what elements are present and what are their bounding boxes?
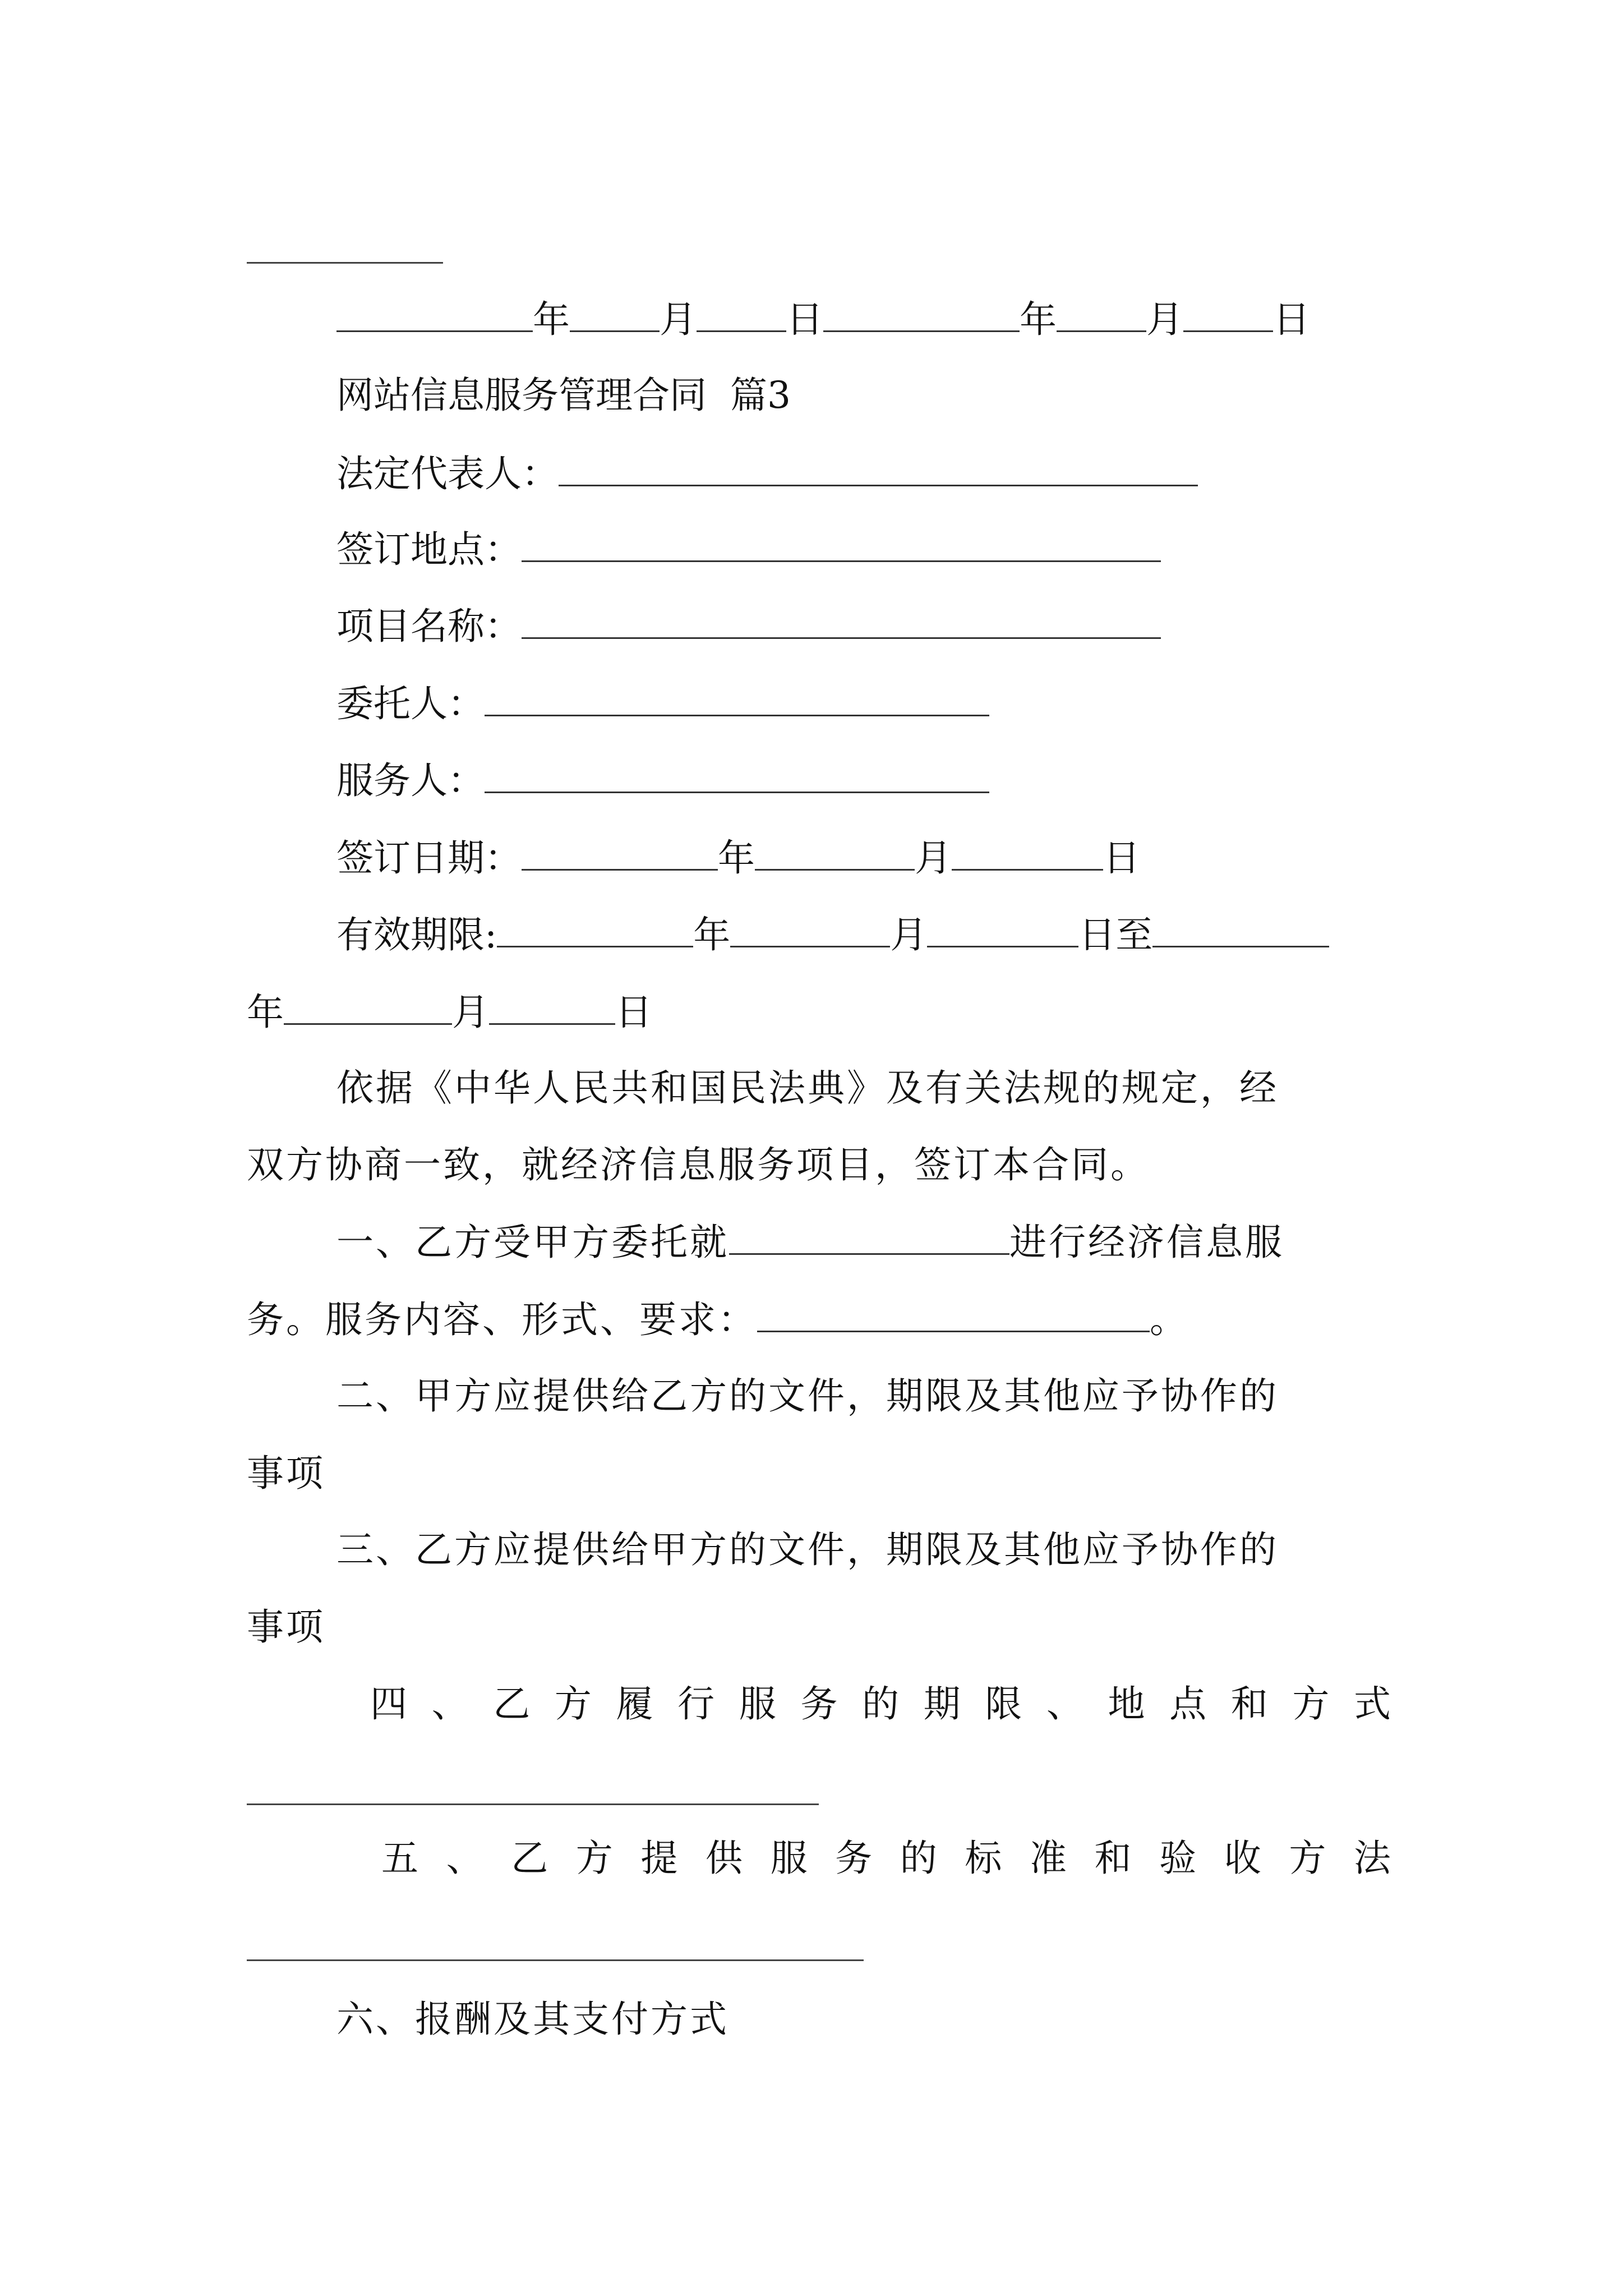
field-client: [336, 679, 989, 729]
blank-line: [559, 450, 1198, 486]
clause-char: 提: [640, 1837, 678, 1880]
clause-text: 务。服务内容、形式、要求：: [247, 1298, 757, 1341]
date-year-label: 年: [533, 298, 570, 341]
blank-line: [952, 834, 1103, 871]
clause-char: 乙: [493, 1682, 531, 1726]
clause-char: 服: [770, 1837, 808, 1880]
blank-line: [522, 602, 1161, 639]
date-month-label: 月: [890, 913, 928, 956]
field-label: 签订地点：: [336, 528, 522, 571]
blank-line: [284, 988, 452, 1025]
clause-char: 四: [370, 1682, 407, 1726]
clause-char: 供: [705, 1837, 743, 1880]
clause-char: 期: [923, 1682, 961, 1726]
top-blank-line: [247, 262, 443, 264]
date-month-label: 月: [1146, 298, 1183, 341]
clause-char: 五: [381, 1837, 418, 1880]
date-day-label: 日: [615, 991, 652, 1034]
clause-2-line2: 事项: [247, 1452, 325, 1495]
clause-char: 式: [1354, 1682, 1391, 1726]
clause-char: 务: [835, 1837, 873, 1880]
clause-char: 乙: [511, 1837, 548, 1880]
clause-char: 验: [1159, 1837, 1197, 1880]
blank-line: [522, 526, 1161, 562]
clause-2-line1: 二、甲方应提供给乙方的文件，期限及其他应予协作的: [336, 1374, 1279, 1418]
date-month-label: 月: [660, 298, 697, 341]
clause-char: 和: [1230, 1682, 1268, 1726]
paragraph-basis-line2: 双方协商一致，就经济信息服务项目，签订本合同。: [247, 1143, 1150, 1186]
field-label: 委托人：: [336, 682, 485, 725]
date-day-label: 日: [786, 298, 823, 341]
clause-char: 限: [985, 1682, 1022, 1726]
date-day-label: 日: [1273, 298, 1310, 341]
blank-line: [927, 911, 1078, 947]
clause-char: 履: [616, 1682, 653, 1726]
blank-line: [485, 680, 989, 716]
clause-char: 法: [1353, 1837, 1391, 1880]
date-year-label: 年: [1020, 298, 1057, 341]
blank-line: [755, 834, 915, 871]
clause-5-blank-line: [247, 1959, 864, 1961]
date-year-label: 年: [693, 913, 731, 956]
blank-line: [497, 911, 693, 947]
field-label: 有效期限:: [336, 913, 497, 956]
blank-line: [730, 911, 890, 947]
date-day-to-label: 日至: [1078, 913, 1153, 956]
clause-1-line1: [336, 1217, 1284, 1268]
clause-char: 准: [1029, 1837, 1067, 1880]
blank-line: [1183, 296, 1273, 332]
clause-1-line2: [247, 1295, 1189, 1345]
blank-line: [1057, 296, 1146, 332]
date-day-label: 日: [1103, 836, 1140, 880]
clause-3-line2: 事项: [247, 1605, 325, 1649]
clause-char: 行: [677, 1682, 715, 1726]
clause-char: 务: [800, 1682, 838, 1726]
blank-line: [522, 834, 718, 871]
field-project-name: [336, 601, 1161, 652]
clause-char: 地: [1108, 1682, 1145, 1726]
clause-char: 点: [1169, 1682, 1207, 1726]
clause-char: 的: [900, 1837, 937, 1880]
blank-line: [570, 296, 660, 332]
clause-4: [370, 1679, 1391, 1729]
blank-line: [489, 988, 615, 1025]
clause-4-blank-line: [247, 1803, 819, 1805]
clause-5: [381, 1833, 1391, 1884]
clause-char: 、: [446, 1837, 483, 1880]
date-year-label: 年: [247, 991, 284, 1034]
date-month-label: 月: [452, 991, 489, 1034]
document-heading: 网站信息服务管理合同 篇3: [336, 374, 791, 417]
clause-char: 和: [1094, 1837, 1132, 1880]
field-sign-date: [336, 833, 1140, 884]
clause-char: 服: [739, 1682, 776, 1726]
field-provider: [336, 756, 989, 806]
date-year-label: 年: [718, 836, 755, 880]
clause-text: 。: [1150, 1298, 1189, 1341]
field-label: 项目名称：: [336, 605, 522, 648]
clause-char: 方: [575, 1837, 613, 1880]
date-row: [336, 295, 1310, 345]
clause-text: 一、乙方受甲方委托就: [336, 1221, 729, 1264]
clause-text: 进行经济信息服: [1009, 1221, 1284, 1264]
clause-6: 六、报酬及其支付方式: [336, 1998, 729, 2041]
blank-line: [336, 296, 533, 332]
clause-char: 收: [1224, 1837, 1261, 1880]
blank-line: [697, 296, 786, 332]
clause-char: 方: [1289, 1837, 1326, 1880]
clause-char: 、: [431, 1682, 469, 1726]
blank-line: [757, 1296, 1150, 1332]
field-label: 服务人：: [336, 759, 485, 802]
field-label: 法定代表人：: [336, 452, 559, 495]
blank-line: [485, 757, 989, 793]
field-legal-representative: [336, 449, 1198, 499]
clause-char: 方: [554, 1682, 592, 1726]
field-validity-period-cont: [247, 987, 652, 1038]
paragraph-basis-line1: [336, 1063, 1391, 1114]
field-validity-period: [336, 910, 1329, 960]
field-label: 签订日期：: [336, 836, 522, 880]
clause-char: 的: [862, 1682, 899, 1726]
clause-char: 、: [1046, 1682, 1083, 1726]
blank-line: [1152, 911, 1329, 947]
clause-char: 标: [965, 1837, 1002, 1880]
blank-line: [823, 296, 1020, 332]
clause-char: 方: [1292, 1682, 1330, 1726]
field-sign-place: [336, 524, 1161, 575]
date-month-label: 月: [915, 836, 952, 880]
clause-3-line1: 三、乙方应提供给甲方的文件，期限及其他应予协作的: [336, 1528, 1279, 1571]
blank-line: [729, 1218, 1009, 1255]
paragraph-text: 依据《中华人民共和国民法典》及有关法规的规定，经: [336, 1066, 1279, 1110]
